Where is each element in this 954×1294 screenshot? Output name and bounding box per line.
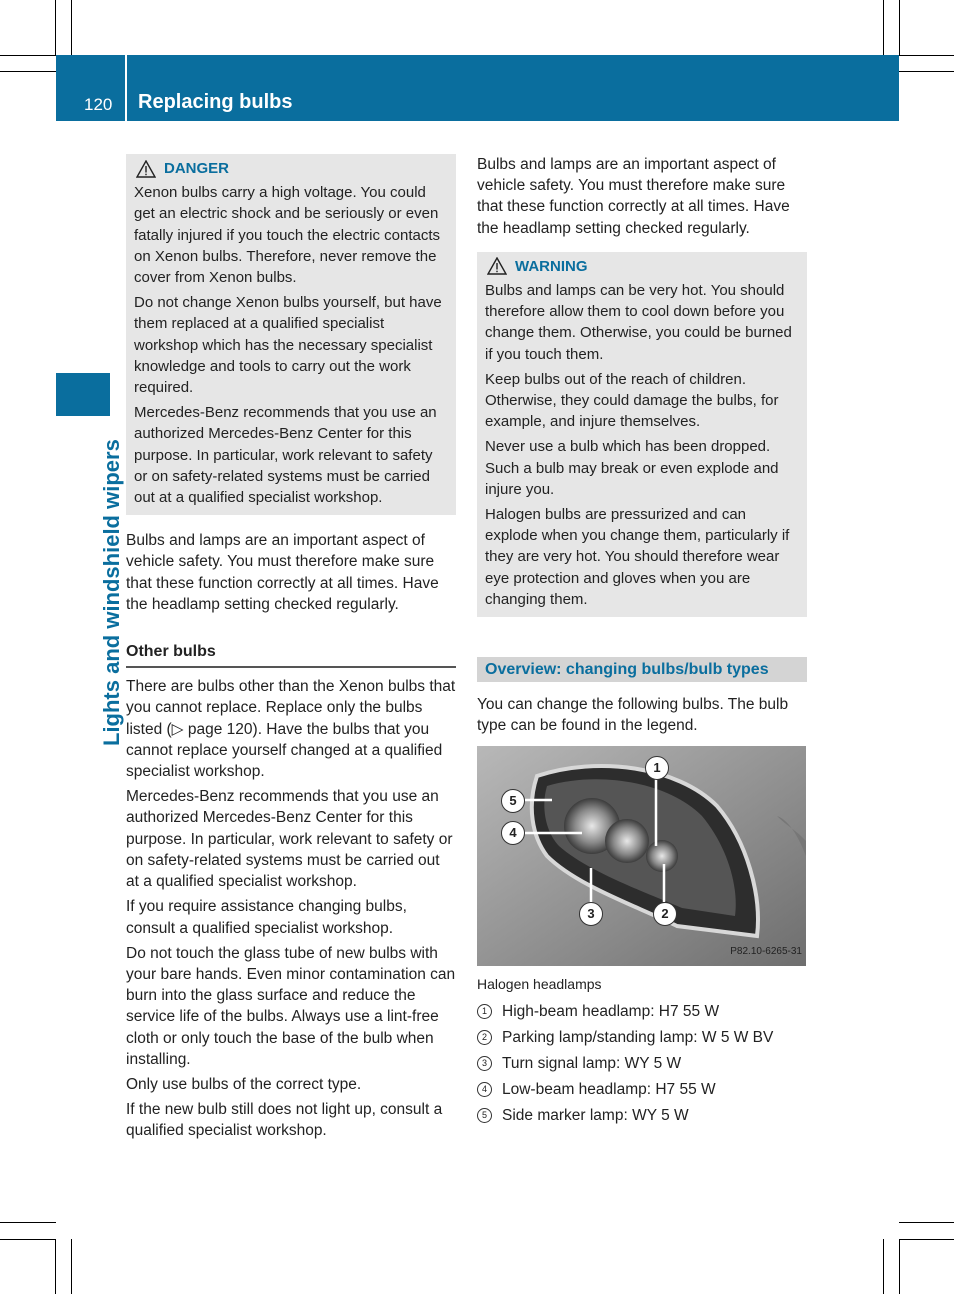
danger-heading	[134, 158, 448, 179]
warning-triangle-icon	[136, 160, 156, 178]
chapter-tab	[56, 373, 110, 416]
chapter-label: Lights and windshield wipers	[99, 439, 124, 746]
legend-item	[477, 1025, 807, 1051]
legend-number: 5	[477, 1108, 492, 1123]
callout-number: 2	[661, 906, 669, 922]
body-paragraph: Do not touch the glass tube of new bulbs with your bare hands. Even minor contamination can burn into the glass surface and reduce the service life of the bulbs. Always use a lint-free cloth or only touch the base of the bulb when installing.	[126, 944, 456, 1068]
figure-code: P82.10-6265-31	[730, 946, 802, 958]
crop-mark	[899, 0, 900, 55]
header-divider	[125, 55, 127, 121]
crop-mark	[899, 1239, 900, 1294]
body-paragraph: There are bulbs other than the Xenon bulbs that you cannot replace. Replace only the bulbs listed (▷ page 120). Have the bulbs that you cannot replace yourself changed at a qualified specialist workshop.	[126, 678, 456, 781]
body-paragraph: Only use bulbs of the correct type.	[126, 1075, 362, 1093]
legend-text: Side marker lamp: WY 5 W	[502, 1107, 689, 1125]
bulb-legend	[477, 999, 807, 1129]
legend-text: Low-beam headlamp: H7 55 W	[502, 1081, 716, 1099]
overview-intro: You can change the following bulbs. The bulb type can be found in the legend.	[477, 696, 789, 735]
warning-paragraph: Never use a bulb which has been dropped. Such a bulb may break or even explode and injure you.	[485, 438, 779, 498]
callout-3	[579, 902, 603, 926]
callout-5	[501, 789, 525, 813]
legend-number: 3	[477, 1056, 492, 1071]
crop-mark	[899, 71, 954, 72]
crop-mark	[0, 71, 56, 72]
callout-number: 3	[587, 906, 595, 922]
warning-paragraph: Halogen bulbs are pressurized and can explode when you change them, particularly if they are very hot. You should therefore wear eye protection and gloves when you are changing them.	[485, 506, 790, 608]
figure-caption: Halogen headlamps	[477, 975, 602, 992]
crop-mark	[71, 0, 72, 55]
callout-1	[645, 756, 669, 780]
legend-item	[477, 1077, 807, 1103]
callout-number: 5	[509, 793, 517, 809]
warning-triangle-icon	[487, 257, 507, 275]
legend-number: 1	[477, 1004, 492, 1019]
callout-number: 1	[653, 760, 661, 776]
legend-item	[477, 1051, 807, 1077]
danger-paragraph: Xenon bulbs carry a high voltage. You could get an electric shock and be seriously or even fatally injured if you touch the electric contacts on Xenon bulbs. Therefore, never remove the cover from Xenon bulbs.	[134, 184, 440, 287]
intro-paragraph: Bulbs and lamps are an important aspect of vehicle safety. You must therefore make sure that these function correctly at all times. Have the headlamp setting checked regularly.	[477, 156, 790, 237]
page-header	[56, 55, 899, 121]
warning-paragraph: Bulbs and lamps can be very hot. You should therefore allow them to cool down before you change them. Otherwise, you could be burned if you touch them.	[485, 282, 792, 363]
legend-number: 2	[477, 1030, 492, 1045]
callout-number: 4	[509, 825, 517, 841]
crop-mark	[0, 55, 56, 56]
left-column	[126, 154, 456, 1146]
body-paragraph: If you require assistance changing bulbs, consult a qualified specialist workshop.	[126, 898, 407, 937]
danger-paragraph: Mercedes-Benz recommends that you use an authorized Mercedes-Benz Center for this purpose. In particular, work relevant to safety or on safety-related systems must be carried out at a qualified specialist workshop.	[134, 404, 437, 507]
crop-mark	[899, 55, 954, 56]
legend-item	[477, 1103, 807, 1129]
danger-paragraph: Do not change Xenon bulbs yourself, but have them replaced at a qualified specialist workshop which has the necessary specialist knowledge and tools to carry out the work required.	[134, 294, 442, 397]
page-title: Replacing bulbs	[138, 91, 293, 113]
crop-mark	[71, 1239, 72, 1294]
section-heading-overview: Overview: changing bulbs/bulb types	[477, 657, 807, 682]
callout-2	[653, 902, 677, 926]
body-paragraph: Mercedes-Benz recommends that you use an authorized Mercedes-Benz Center for this purpose. In particular, work relevant to safety or on safety-related systems must be carried out at a qualified specialist workshop.	[126, 788, 453, 891]
intro-paragraph: Bulbs and lamps are an important aspect of vehicle safety. You must therefore make sure that these function correctly at all times. Have the headlamp setting checked regularly.	[126, 532, 439, 613]
body-paragraph: If the new bulb still does not light up, consult a qualified specialist workshop.	[126, 1101, 443, 1140]
callout-4	[501, 821, 525, 845]
crop-mark	[899, 1239, 954, 1240]
crop-mark	[55, 1239, 56, 1294]
crop-mark	[883, 0, 884, 55]
danger-label: DANGER	[164, 160, 230, 177]
right-column	[477, 154, 807, 1129]
page-number: 120	[84, 95, 113, 114]
crop-mark	[55, 0, 56, 55]
warning-paragraph: Keep bulbs out of the reach of children. Otherwise, they could damage the bulbs, for example, and injure themselves.	[485, 370, 779, 431]
crop-mark	[0, 1239, 56, 1240]
legend-text: Turn signal lamp: WY 5 W	[502, 1055, 682, 1073]
warning-box	[477, 252, 807, 617]
legend-text: High-beam headlamp: H7 55 W	[502, 1003, 720, 1021]
headlamp-figure	[477, 746, 806, 966]
warning-heading	[485, 256, 799, 277]
crop-mark	[0, 1222, 56, 1223]
section-heading-other-bulbs: Other bulbs	[126, 641, 456, 668]
legend-text: Parking lamp/standing lamp: W 5 W BV	[502, 1029, 774, 1047]
crop-mark	[883, 1239, 884, 1294]
warning-label: WARNING	[515, 257, 588, 275]
danger-box	[126, 154, 456, 515]
headlamp-illustration	[477, 746, 806, 966]
legend-number: 4	[477, 1082, 492, 1097]
legend-item	[477, 999, 807, 1025]
crop-mark	[899, 1222, 954, 1223]
